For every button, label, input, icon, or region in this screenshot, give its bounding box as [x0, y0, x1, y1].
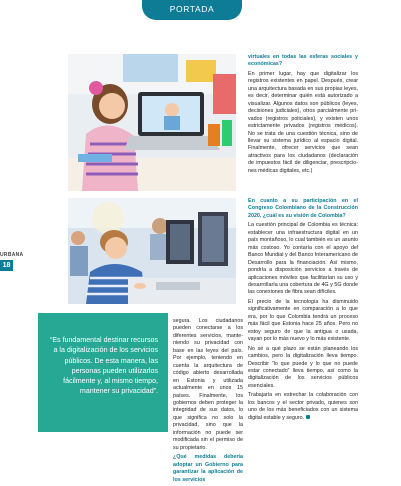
interview-question: ¿Qué medidas debería adoptar un Gobierno para garantizar la aplicación de los servicios — [173, 454, 243, 483]
page-number: 18 — [0, 260, 13, 271]
interview-question: En cuanto a su participación en el Congreso Colombiano de la Construcción 2020, ¿cuál es su visión de Colombia? — [248, 198, 358, 219]
article-column-left — [173, 318, 243, 486]
paragraph: En primer lugar, hay que digitalizar los registros existentes en papel. Después, crear una arquitectura basada en sus propias leyes, es decir, determinar quién está autorizado a visualizar. Algunos datos son públicos (leyes, decisiones judiciales), otros parcialmente privados (registros policiales), y existen unos estrictamente privados (registros médicos). No se trata de una cuestión técnica, sino de llevar su sistema jurídico al espacio digital. Finalmente, ofrecer servicios que sean atractivos para los ciudadanos (declaración de impuestos fácil de diligenciar, prescripciones médicas digitales, etc.) — [248, 70, 358, 174]
paragraph-last — [248, 392, 358, 422]
article-column-right-bottom — [248, 198, 358, 424]
paragraph: segura. Los ciudadanos pueden conectarse a los diferentes servicios, manteniendo su privacidad con base en las leyes del país. Por ejemplo, teniendo en cuenta la arquitectura de código abierto desarrollada en Estonia y utilizada actualmente en unos 15 países. Finalmente, los gobiernos deben proteger la integridad de sus datos, lo que significa no solo la privacidad, sino que la información no puede ser modificada sin el permiso de su propietario. — [173, 318, 243, 451]
article-column-right-top — [248, 54, 358, 177]
section-tab: PORTADA — [142, 0, 242, 20]
end-of-article-icon — [306, 415, 310, 419]
interview-question: virtuales en todas las esferas sociales y económicas? — [248, 54, 358, 68]
paragraph-text: Trabajaría en estrechar la colaboración con los bancos y el sector privado, quienes son uno de los más beneficiados con un sistema digital estable y seguro. — [248, 392, 358, 421]
section-label: URBANA — [0, 252, 24, 258]
photo-girl-with-laptop — [68, 54, 236, 191]
paragraph: El precio de la tecnología ha disminuido significativamente en comparación a lo que era, por lo que Colombia tendrá un proceso más fácil que Estonia hace 25 años. Pero no estoy seguro de que la antigua o usada, vayan por lo más nuevo y lo más existente. — [248, 298, 358, 343]
page-sidebar — [0, 252, 24, 271]
pull-quote — [38, 313, 168, 432]
paragraph: No sé a qué plazo se están planeando los cambios, pero la digitalización lleva tiempo. Describir “lo que puede y lo que no puede estar conectado” lleva tiempo, así como la digitalización de los servicios públicos esenciales. — [248, 345, 358, 389]
pull-quote-text: “Es fundamental destinar recursos a la digitalización de los servicios públicos. De esta manera, las personas pueden utilizarlos fácilmente y, al mismo tiempo, mantener su privacidad”. — [49, 336, 158, 396]
photo-boy-at-computer — [68, 198, 236, 304]
paragraph: La cuestión principal de Colombia es técnica: establecer una infraestructura digital en un país montañoso, lo cual también es un asunto más costoso. Yo contaría con el apoyo del Banco Mundial y del Banco Interamericano de Desarrollo para la financiación. Así mismo, pondría a disposición servicios a través de aplicaciones móviles que facilitarían su uso y desarrollaría una cobertura de 4G y 5G donde las conexiones de fibra sean difíciles. — [248, 222, 358, 296]
